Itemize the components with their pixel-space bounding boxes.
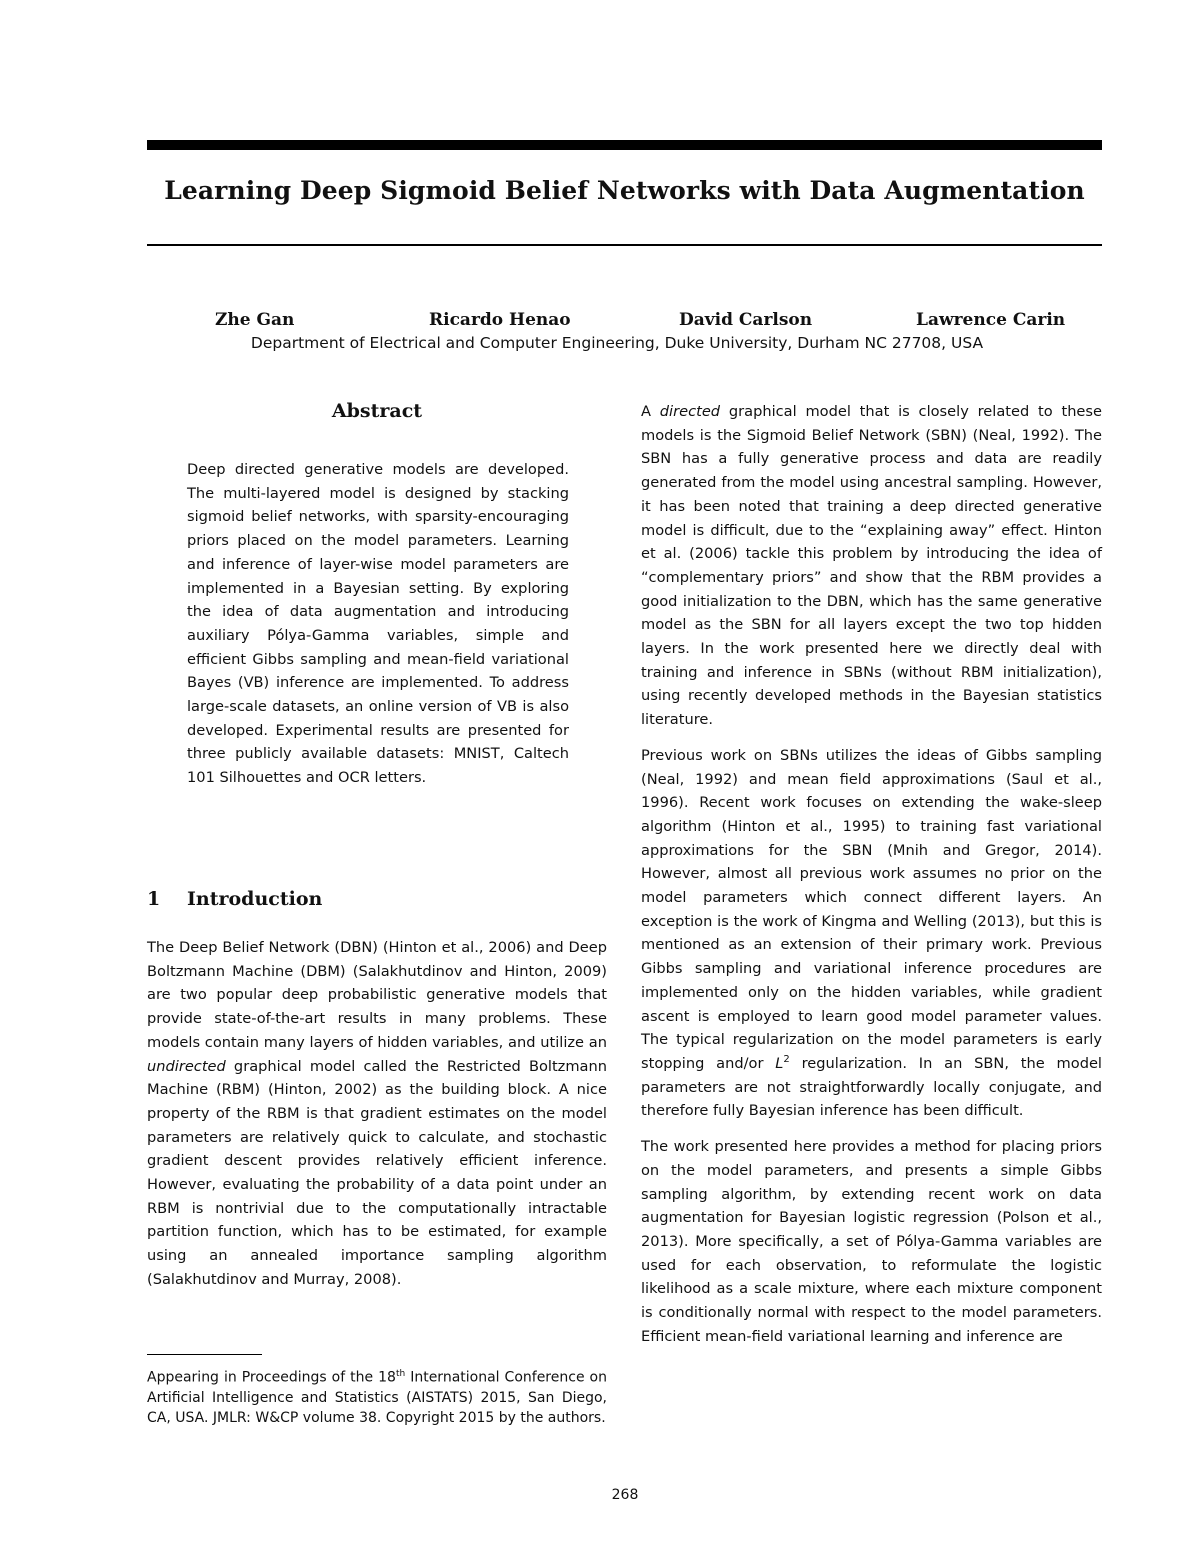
intro-paragraph-4: The work presented here provides a method for placing priors on the model parameters, and presents a simple Gibbs sampling algorithm, by extending recent work on data augmentation for Bayesian logistic regression (Polson et al., 2013). More specifically, a set of Pólya-Gamma variables are used for each observation, to reformulate the logistic likelihood as a scale mixture, where each mixture component is conditionally normal with respect to the model parameters. Efficient mean-field variational learning and inference are	[641, 1138, 1102, 1345]
paper-title: Learning Deep Sigmoid Belief Networks with Data Augmentation	[164, 176, 1085, 205]
intro-p3-math: L	[775, 1054, 784, 1072]
author-1: Zhe Gan	[215, 310, 295, 330]
intro-p1-text-b: graphical model called the Restricted Boltzmann Machine (RBM) (Hinton, 2002) as the building block. A nice property of the RBM is that gradient estimates on the model parameters are relatively quick to calculate, and stochastic gradient descent provides relatively efficient inference. However, evaluating the probability of a data point under an RBM is nontrivial due to the computationally intractable partition function, which has to be estimated, for example using an annealed importance sampling algorithm (Salakhutdinov and Murray, 2008).	[147, 1057, 607, 1288]
intro-p3-superscript: 2	[783, 1054, 790, 1066]
right-column	[641, 400, 1102, 1348]
author-2: Ricardo Henao	[429, 310, 571, 330]
section-heading-introduction	[147, 888, 322, 910]
footnote-text-b: International Conference on Artificial Intelligence and Statistics (AISTATS) 2015, San Diego, CA, USA. JMLR: W&CP volume 38. Copyright 2015 by the authors.	[147, 1369, 607, 1426]
title-rule	[147, 244, 1102, 246]
footnote-text-a: Appearing in Proceedings of the 18	[147, 1369, 396, 1386]
affiliation: Department of Electrical and Computer Engineering, Duke University, Durham NC 27708, USA	[250, 334, 984, 352]
intro-p1-emphasis: undirected	[147, 1057, 226, 1075]
intro-paragraph-1	[147, 936, 607, 1292]
abstract-heading: Abstract	[331, 400, 423, 422]
top-rule	[147, 140, 1102, 150]
author-3: David Carlson	[679, 310, 813, 330]
author-4: Lawrence Carin	[916, 310, 1066, 330]
intro-paragraph-3	[641, 744, 1102, 1123]
intro-p2-emphasis: directed	[659, 403, 721, 420]
footnote	[147, 1364, 607, 1428]
footnote-superscript: th	[395, 1369, 406, 1379]
intro-p2-text-a: A	[641, 403, 660, 420]
intro-paragraph-2	[641, 400, 1102, 732]
section-title: Introduction	[187, 888, 323, 910]
section-number: 1	[147, 888, 161, 910]
abstract-body: Deep directed generative models are developed. The multi-layered model is designed by stacking sigmoid belief networks, with sparsity-encouraging priors placed on the model parameters. Learning and inference of layer-wise model parameters are implemented in a Bayesian setting. By exploring the idea of data augmentation and introducing auxiliary Pólya-Gamma variables, simple and efficient Gibbs sampling and mean-field variational Bayes (VB) inference are implemented. To address large-scale datasets, an online version of VB is also developed. Experimental results are presented for three publicly available datasets: MNIST, Caltech 101 Silhouettes and OCR letters.	[187, 461, 569, 787]
intro-p3-text-a: Previous work on SBNs utilizes the ideas of Gibbs sampling (Neal, 1992) and mean field approximations (Saul et al., 1996). Recent work focuses on extending the wake-sleep algorithm (Hinton et al., 1995) to training fast variational approximations for the SBN (Mnih and Gregor, 2014). However, almost all previous work assumes no prior on the model parameters which connect different layers. An exception is the work of Kingma and Welling (2013), but this is mentioned as an extension of their primary work. Previous Gibbs sampling and variational inference procedures are implemented only on the hidden variables, while gradient ascent is employed to learn good model parameter values. The typical regularization on the model parameters is early stopping and/or	[641, 746, 1102, 1072]
footnote-rule	[147, 1354, 262, 1355]
page-number: 268	[611, 1487, 639, 1503]
intro-p1-text-a: The Deep Belief Network (DBN) (Hinton et al., 2006) and Deep Boltzmann Machine (DBM) (Salakhutdinov and Hinton, 2009) are two popular deep probabilistic generative models that provide state-of-the-art results in many problems. These models contain many layers of hidden variables, and utilize an	[147, 939, 607, 1051]
intro-p3-text-b: regularization. In an SBN, the model parameters are not straightforwardly locally conjugate, and therefore fully Bayesian inference has been difficult.	[641, 1054, 1102, 1120]
intro-p2-text-b: graphical model that is closely related to these models is the Sigmoid Belief Network (SBN) (Neal, 1992). The SBN has a fully generative process and data are readily generated from the model using ancestral sampling. However, it has been noted that training a deep directed generative model is difficult, due to the “explaining away” effect. Hinton et al. (2006) tackle this problem by introducing the idea of “complementary priors” and show that the RBM provides a good initialization to the DBN, which has the same generative model as the SBN for all layers except the two top hidden layers. In the work presented here we directly deal with training and inference in SBNs (without RBM initialization), using recently developed methods in the Bayesian statistics literature.	[641, 403, 1102, 729]
